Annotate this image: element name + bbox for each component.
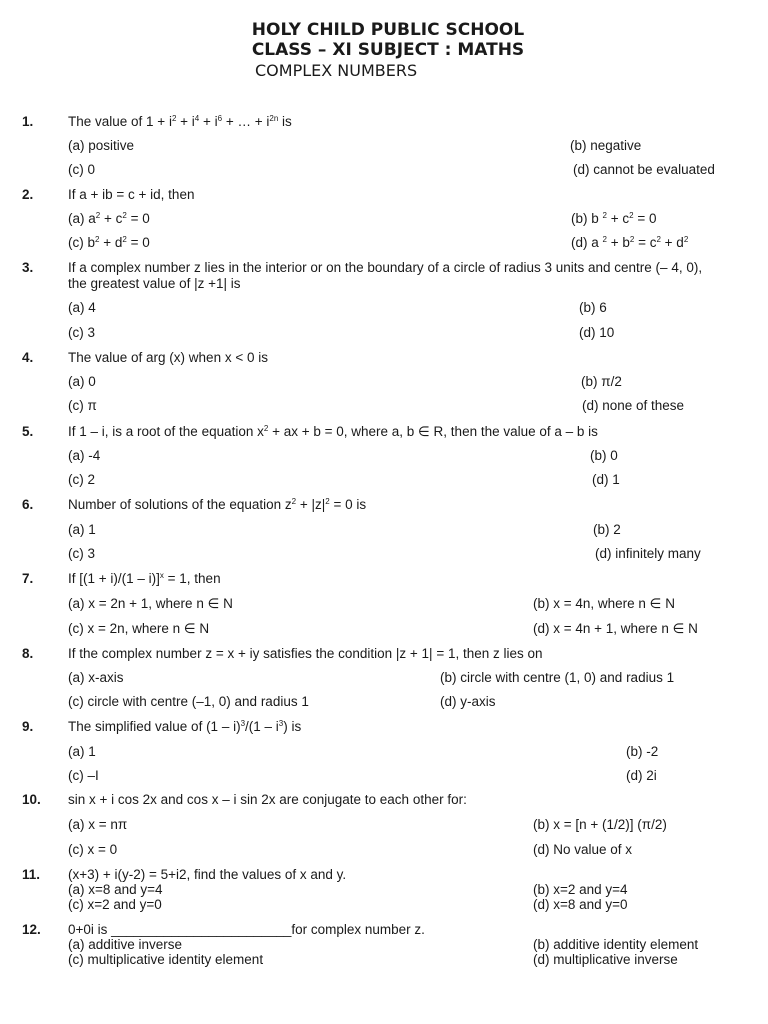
option-b: (b) x = [n + (1/2)] (π/2) (533, 817, 667, 832)
question-number: 9. (22, 719, 34, 734)
question-text: sin x + i cos 2x and cos x – i sin 2x are conjugate to each other for: (68, 792, 467, 807)
option-a: (a) 1 (68, 522, 96, 537)
question-number: 3. (22, 260, 34, 275)
option-d: (d) x=8 and y=0 (533, 897, 628, 912)
option-b: (b) -2 (626, 744, 659, 759)
option-b: (b) b $^2 + c^2 = 0$ (571, 211, 657, 226)
topic-heading: COMPLEX NUMBERS (255, 61, 418, 80)
option-d: (d) cannot be evaluated (573, 162, 715, 177)
option-a: (a) x=8 and y=4 (68, 882, 163, 897)
question-number: 6. (22, 497, 34, 512)
option-c: (c) π (68, 398, 97, 413)
question-text: The simplified value of $(1 - i)^3/(1 - i^3)$ is (68, 719, 302, 734)
option-d: (d) 2i (626, 768, 657, 783)
question-text-continued: the greatest value of |z +1| is (68, 276, 241, 291)
option-a: (a) 0 (68, 374, 96, 389)
option-d: (d) infinitely many (595, 546, 701, 561)
question-text: If 1 – i, is a root of the equation $x^2$ + ax + b = 0, where a, b ∈ R, then the value of a – b is (68, 424, 598, 439)
question-text: (x+3) + i(y-2) = 5+i2, find the values of x and y. (68, 867, 347, 882)
question-number: 12. (22, 922, 41, 937)
option-a: (a) x = nπ (68, 817, 128, 832)
option-d: (d) y-axis (440, 694, 496, 709)
question-text: If a complex number z lies in the interior or on the boundary of a circle of radius 3 units and centre (– 4, 0), (68, 260, 703, 275)
option-a: (a) additive inverse (68, 937, 183, 952)
option-c: (c) –I (68, 768, 99, 783)
option-a: (a) positive (68, 138, 135, 153)
question-number: 5. (22, 424, 34, 439)
question-text: The value of $1 + i^2 + i^4 + i^6$ + … + $i^{2n}$ is (68, 114, 292, 129)
option-c: (c) 3 (68, 325, 95, 340)
option-a: (a) x-axis (68, 670, 124, 685)
option-c: (c) 0 (68, 162, 95, 177)
question-text: If $[(1 + i)/(1 - i)]^x = 1$, then (68, 571, 221, 586)
option-b: (b) 0 (590, 448, 618, 463)
option-a: (a) 4 (68, 300, 96, 315)
question-number: 10. (22, 792, 41, 807)
question-text: If a + ib = c + id, then (68, 187, 195, 202)
question-number: 11. (22, 867, 41, 882)
option-d: (d) multiplicative inverse (533, 952, 678, 967)
option-c: (c) x = 0 (68, 842, 118, 857)
question-number: 1. (22, 114, 34, 129)
option-b: (b) negative (570, 138, 642, 153)
option-c: (c) x=2 and y=0 (68, 897, 162, 912)
option-b: (b) π/2 (581, 374, 622, 389)
school-name: HOLY CHILD PUBLIC SCHOOL (251, 20, 525, 40)
question-text: If the complex number z = x + iy satisfies the condition |z + 1| = 1, then z lies on (68, 646, 543, 661)
option-d: (d) none of these (582, 398, 685, 413)
option-b: (b) 6 (579, 300, 607, 315)
question-text: The value of arg (x) when x < 0 is (68, 350, 268, 365)
question-number: 8. (22, 646, 34, 661)
option-d: (d) a $^2 + b^2 = c^2 + d^2$ (571, 235, 689, 250)
question-number: 2. (22, 187, 34, 202)
option-c: (c) 2 (68, 472, 95, 487)
option-a: (a) -4 (68, 448, 101, 463)
option-d: (d) x = 4n + 1, where n ∈ N (533, 621, 698, 636)
option-a: (a) x = 2n + 1, where n ∈ N (68, 596, 233, 611)
option-b: (b) 2 (593, 522, 621, 537)
option-a: (a) 1 (68, 744, 96, 759)
option-c: (c) x = 2n, where n ∈ N (68, 621, 210, 636)
option-b: (b) circle with centre (1, 0) and radius 1 (440, 670, 675, 685)
question-number: 4. (22, 350, 34, 365)
option-c: (c) 3 (68, 546, 95, 561)
option-c: (c) circle with centre (–1, 0) and radius 1 (68, 694, 309, 709)
question-text: Number of solutions of the equation $z^2 + |z|^2 = 0$ is (68, 497, 367, 512)
class-subject-heading: CLASS – XI SUBJECT : MATHS (251, 40, 525, 60)
option-b: (b) x=2 and y=4 (533, 882, 628, 897)
option-d: (d) 1 (592, 472, 620, 487)
option-b: (b) x = 4n, where n ∈ N (533, 596, 675, 611)
question-number: 7. (22, 571, 34, 586)
option-c: (c) multiplicative identity element (68, 952, 264, 967)
option-d: (d) 10 (579, 325, 615, 340)
option-a: (a) $a^2 + c^2 = 0$ (68, 211, 150, 226)
option-d: (d) No value of x (533, 842, 633, 857)
option-b: (b) additive identity element (533, 937, 699, 952)
option-c: (c) $b^2 + d^2 = 0$ (68, 235, 150, 250)
question-text: 0+0i is ________________________for complex number z. (68, 922, 425, 937)
